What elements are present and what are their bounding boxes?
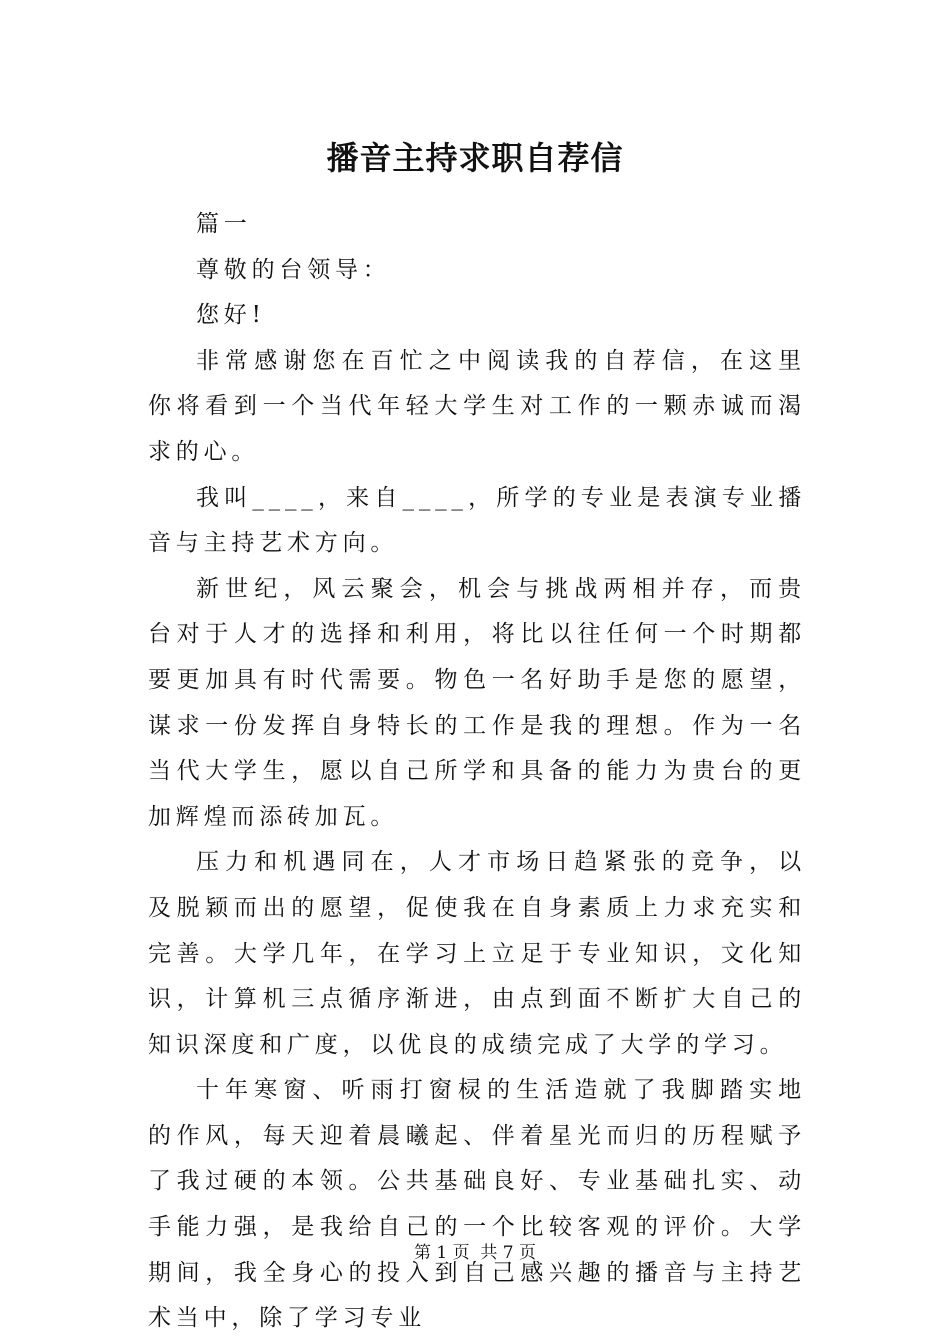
paragraph-pressure-opportunity: 压力和机遇同在，人才市场日趋紧张的竞争，以及脱颖而出的愿望，促使我在自身素质上力求充实和完善。大学几年，在学习上立足于专业知识，文化知识，计算机三点循序渐进，由点到面不断扩大自己的知识深度和广度，以优良的成绩完成了大学的学习。 xyxy=(148,849,806,1058)
paragraph-self-introduction: 我叫____，来自____，所学的专业是表演专业播音与主持艺术方向。 xyxy=(148,484,806,557)
page-footer xyxy=(0,1241,950,1265)
page-number: 第 1 页 共 7 页 xyxy=(413,1243,537,1263)
paragraph-new-century: 新世纪，风云聚会，机会与挑战两相并存，而贵台对于人才的选择和利用，将比以往任何一个时期都要更加具有时代需要。物色一名好助手是您的愿望，谋求一份发挥自身特长的工作是我的理想。作为一名当代大学生，愿以自己所学和具备的能力为贵台的更加辉煌而添砖加瓦。 xyxy=(148,575,806,830)
paragraph-greeting: 您好! xyxy=(196,302,266,329)
paragraph-ten-years: 十年寒窗、听雨打窗棂的生活造就了我脚踏实地的作风，每天迎着晨曦起、伴着星光而归的历程赋予了我过硬的本领。公共基础良好、专业基础扎实、动手能力强，是我给自己的一个比较客观的评价。大学期间，我全身心的投入到自己感兴趣的播音与主持艺术当中，除了学习专业 xyxy=(148,1077,806,1332)
paragraph-section-label: 篇一 xyxy=(196,211,252,237)
letter-body xyxy=(148,202,806,1342)
paragraph-intro: 非常感谢您在百忙之中阅读我的自荐信，在这里你将看到一个当代年轻大学生对工作的一颗赤诚而渴求的心。 xyxy=(148,347,806,465)
paragraph-salutation: 尊敬的台领导： xyxy=(196,256,391,283)
document-title: 播音主持求职自荐信 xyxy=(326,139,624,177)
